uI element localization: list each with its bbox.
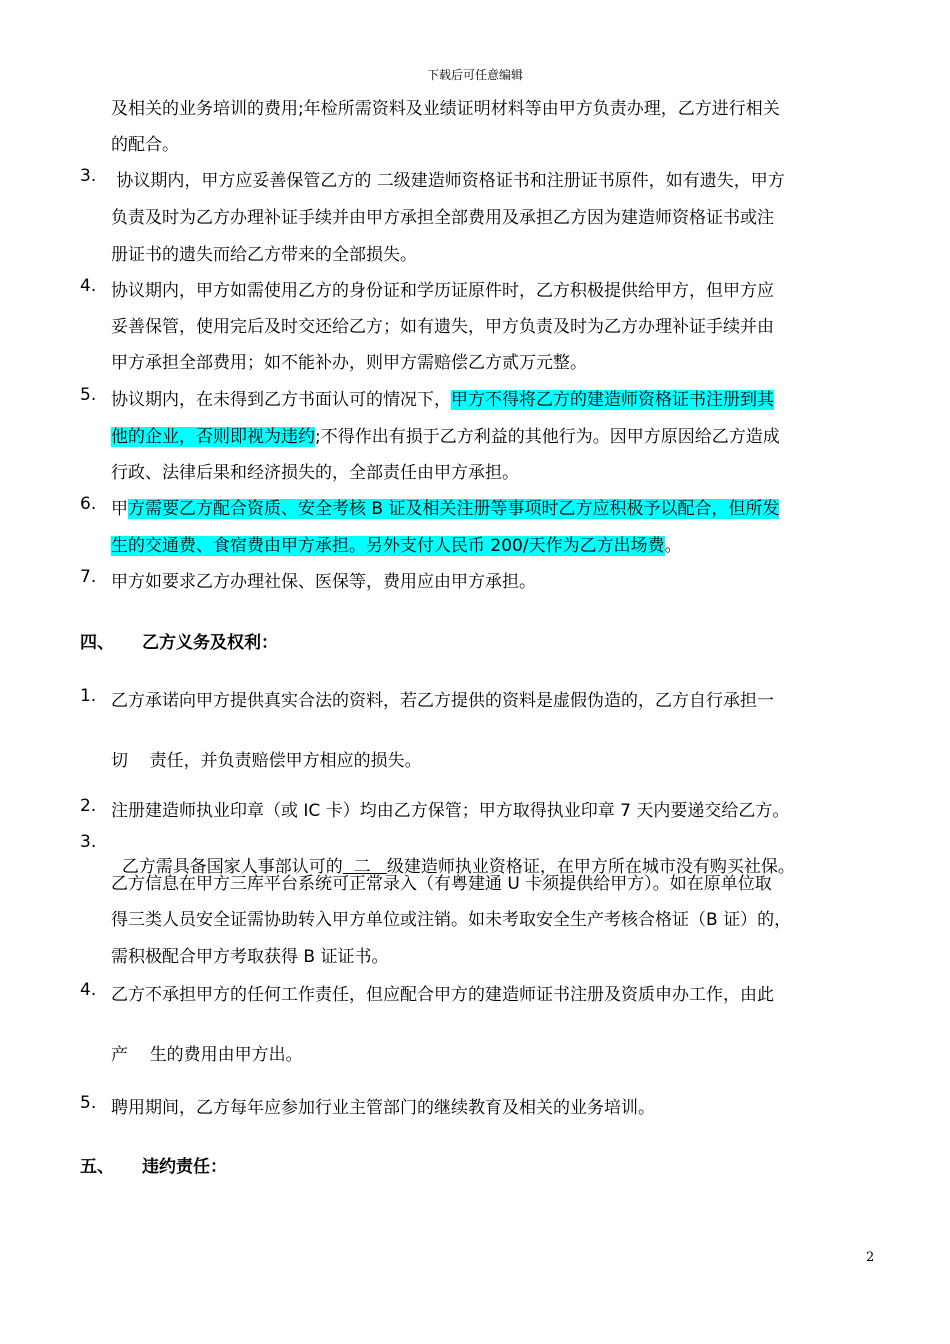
list-number: 1. xyxy=(80,686,97,706)
highlighted-text: 方需要乙方配合资质、安全考核 B 证及相关注册等事项时乙方应积极予以配合，但所发 xyxy=(128,499,780,519)
section-number: 五、 xyxy=(80,1157,114,1177)
text-line: 注册建造师执业印章（或 IC 卡）均由乙方保管；甲方取得执业印章 7 天内要递交给乙方。 xyxy=(111,801,790,821)
text-line: 及相关的业务培训的费用;年检所需资料及业绩证明材料等由甲方负责办理，乙方进行相关 xyxy=(111,99,780,119)
text-plain: 协议期内，在未得到乙方书面认可的情况下， xyxy=(111,390,451,410)
highlighted-text: 生的交通费、食宿费由甲方承担。另外支付人民币 200/天作为乙方出场费 xyxy=(111,536,665,556)
list-number: 3. xyxy=(80,166,97,186)
text-line: 切 责任，并负责赔偿甲方相应的损失。 xyxy=(111,751,422,771)
text-line: 产 生的费用由甲方出。 xyxy=(111,1045,303,1065)
list-number: 5. xyxy=(80,1093,97,1113)
list-number: 4. xyxy=(80,980,97,1000)
list-number: 4. xyxy=(80,276,97,296)
text-plain: ;不得作出有损于乙方利益的其他行为。因甲方原因给乙方造成 xyxy=(315,427,780,447)
text-line: 乙方信息在甲方三库平台系统可正常录入（有粤建通 U 卡须提供给甲方）。如在原单位取 xyxy=(111,874,772,894)
underlined-blank: 二 xyxy=(342,857,387,877)
text-line: 的配合。 xyxy=(111,135,179,155)
text-line: 需积极配合甲方考取获得 B 证证书。 xyxy=(111,947,389,967)
text-line: 协议期内，甲方如需使用乙方的身份证和学历证原件时，乙方积极提供给甲方，但甲方应 xyxy=(111,281,774,301)
text-line xyxy=(111,422,780,447)
list-number: 6. xyxy=(80,494,97,514)
text-plain: 甲 xyxy=(111,499,128,519)
text-plain: 。 xyxy=(664,536,682,556)
text-line: 乙方不承担甲方的任何工作责任，但应配合甲方的建造师证书注册及资质申办工作，由此 xyxy=(111,985,774,1005)
text-plain: 级建造师执业资格证，在甲方所在城市没有购买社保。 xyxy=(386,857,795,877)
section-number: 四、 xyxy=(80,633,114,653)
list-number: 3. xyxy=(80,832,97,852)
list-number: 7. xyxy=(80,567,97,587)
text-line: 协议期内，甲方应妥善保管乙方的 二级建造师资格证书和注册证书原件，如有遗失，甲方 xyxy=(111,171,785,191)
text-line: 得三类人员安全证需协助转入甲方单位或注销。如未考取安全生产考核合格证（B 证）的， xyxy=(111,910,792,930)
text-line: 妥善保管，使用完后及时交还给乙方；如有遗失，甲方负责及时为乙方办理补证手续并由 xyxy=(111,317,774,337)
text-line: 甲方承担全部费用；如不能补办，则甲方需赔偿乙方贰万元整。 xyxy=(111,353,587,373)
text-line xyxy=(111,531,682,556)
section-heading xyxy=(80,1152,227,1177)
text-line xyxy=(111,494,779,519)
text-line: 册证书的遗失而给乙方带来的全部损失。 xyxy=(111,245,417,265)
section-title: 违约责任： xyxy=(142,1157,227,1177)
section-title: 乙方义务及权利： xyxy=(142,633,278,653)
highlighted-text: 他的企业，否则即视为违约 xyxy=(111,427,315,447)
text-line: 负责及时为乙方办理补证手续并由甲方承担全部费用及承担乙方因为建造师资格证书或注 xyxy=(111,208,774,228)
text-line: 甲方如要求乙方办理社保、医保等，费用应由甲方承担。 xyxy=(111,572,536,592)
text-line: 乙方承诺向甲方提供真实合法的资料，若乙方提供的资料是虚假伪造的，乙方自行承担一 xyxy=(111,691,774,711)
list-number: 2. xyxy=(80,796,97,816)
text-line xyxy=(111,385,774,410)
text-plain: 乙方需具备国家人事部认可的 xyxy=(121,857,343,877)
page-header: 下载后可任意编辑 xyxy=(426,68,523,82)
text-line: 聘用期间，乙方每年应参加行业主管部门的继续教育及相关的业务培训。 xyxy=(111,1098,655,1118)
text-line: 行政、法律后果和经济损失的，全部责任由甲方承担。 xyxy=(111,463,519,483)
list-number: 5. xyxy=(80,385,97,405)
section-heading xyxy=(80,628,278,653)
page-number: 2 xyxy=(866,1250,875,1265)
highlighted-text: 甲方不得将乙方的建造师资格证书注册到其 xyxy=(451,390,774,410)
